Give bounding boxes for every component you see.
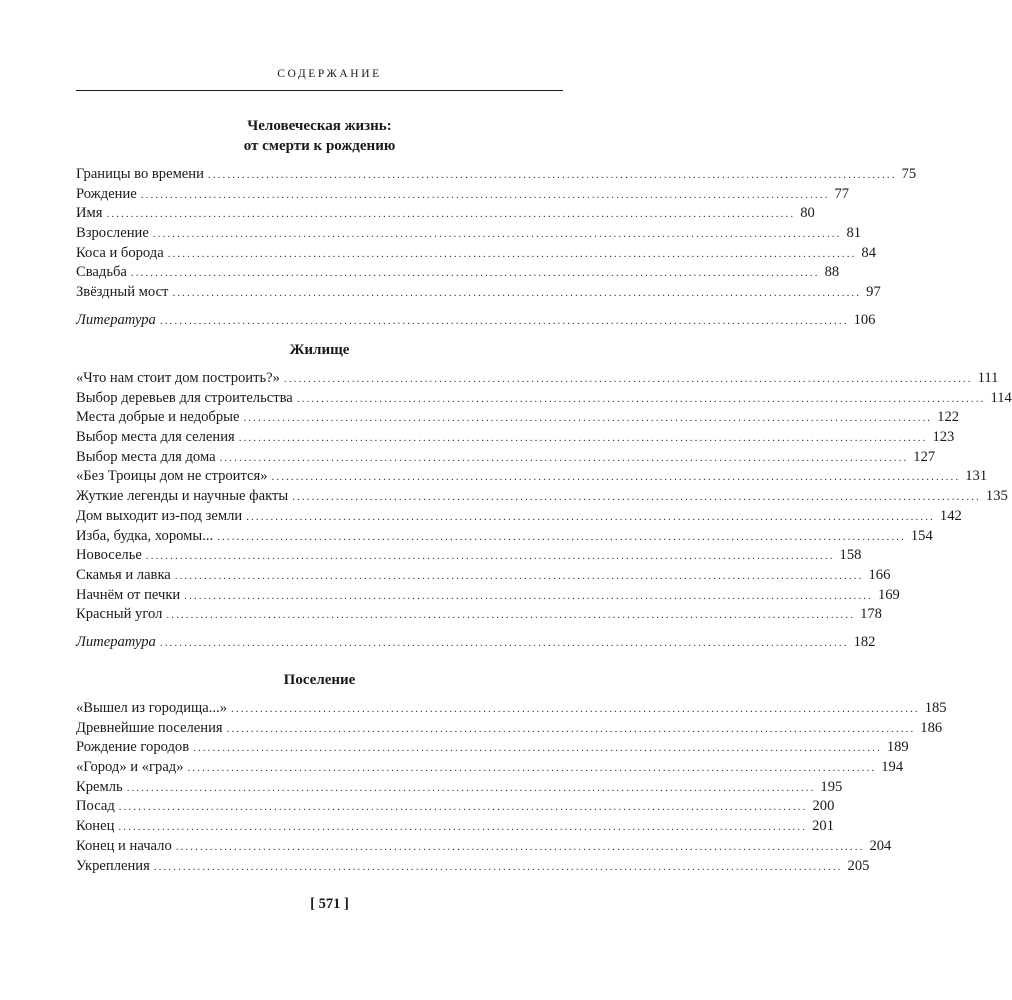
entry-title: Красный угол <box>76 606 163 623</box>
entry-title: Свадьба <box>76 264 127 281</box>
dot-leader: .............................................................................................................................................. <box>174 569 864 582</box>
entry-title: Литература <box>76 311 156 328</box>
toc-section-human-life <box>76 116 917 332</box>
dot-leader: .............................................................................................................................................. <box>184 589 873 602</box>
entry-title: «Вышел из городища...» <box>76 700 227 716</box>
entry-page: 158 <box>839 547 862 564</box>
dot-leader: .............................................................................................................................................. <box>167 247 857 260</box>
entry-page: 204 <box>869 837 892 854</box>
entry-title: Рождение <box>76 185 137 202</box>
running-head: СОДЕРЖАНИЕ <box>277 68 382 80</box>
toc-entry[interactable] <box>76 448 936 469</box>
entry-title: Дом выходит из-под земли <box>76 507 243 524</box>
toc-entry[interactable] <box>76 857 870 878</box>
entry-title: Выбор места для селения <box>76 429 235 446</box>
entry-title: Укрепления <box>76 857 150 874</box>
entry-title: Жуткие легенды и научные факты <box>76 488 289 505</box>
entry-page: 131 <box>965 468 988 485</box>
entry-page: 185 <box>924 700 947 716</box>
dot-leader: .............................................................................................................................................. <box>296 392 986 405</box>
dot-leader: .............................................................................................................................................. <box>193 742 882 755</box>
dot-leader: .............................................................................................................................................. <box>130 267 820 280</box>
toc-entry[interactable] <box>76 264 840 284</box>
toc-entry[interactable] <box>76 719 943 740</box>
entry-page: 75 <box>901 166 917 182</box>
toc-entry[interactable] <box>76 798 835 818</box>
entry-page: 84 <box>861 244 877 261</box>
toc-entry[interactable] <box>76 566 891 587</box>
dot-leader: .............................................................................................................................................. <box>238 432 928 445</box>
section-title <box>76 116 563 156</box>
entry-title: «Что нам стоит дом построить?» <box>76 370 280 386</box>
toc-entry[interactable] <box>76 507 962 528</box>
entry-page: 127 <box>913 448 936 465</box>
entry-page: 80 <box>800 205 815 222</box>
section-title <box>76 340 563 360</box>
entry-title: Коса и борода <box>76 244 164 261</box>
dot-leader: .............................................................................................................................................. <box>153 860 843 873</box>
entry-page: 135 <box>985 488 1008 505</box>
entry-page: 195 <box>820 778 843 795</box>
entry-title: Выбор места для дома <box>76 448 216 465</box>
entry-page: 182 <box>853 633 876 650</box>
dot-leader: .............................................................................................................................................. <box>106 208 796 221</box>
entry-page: 114 <box>990 389 1012 406</box>
section-title-line: Человеческая жизнь: <box>247 118 392 134</box>
section-title-line: от смерти к рождению <box>243 138 396 154</box>
entry-title: Выбор деревьев для строительства <box>76 389 293 406</box>
entry-page: 154 <box>910 527 933 544</box>
entry-page: 88 <box>824 264 840 281</box>
entry-page: 178 <box>860 606 882 623</box>
entry-page: 205 <box>847 857 870 874</box>
toc-entry[interactable] <box>76 185 850 206</box>
entry-page: 142 <box>939 507 962 524</box>
dot-leader: .............................................................................................................................................. <box>145 550 835 563</box>
toc-entry[interactable] <box>76 244 877 265</box>
dot-leader: .............................................................................................................................................. <box>152 228 842 241</box>
toc-entry[interactable] <box>76 586 900 607</box>
entry-title: Кремль <box>76 778 123 795</box>
entry-title: Новоселье <box>76 547 142 564</box>
toc-entry[interactable] <box>76 818 834 838</box>
toc-entry[interactable] <box>76 837 892 858</box>
entry-page: 194 <box>881 759 904 776</box>
dot-leader: .............................................................................................................................................. <box>118 821 808 834</box>
dot-leader: .............................................................................................................................................. <box>187 762 877 775</box>
section-title-line: Жилище <box>289 342 350 358</box>
entry-title: Посад <box>76 798 115 815</box>
toc-entry[interactable] <box>76 488 1008 508</box>
toc-entry[interactable] <box>76 225 862 245</box>
entry-page: 123 <box>932 429 955 446</box>
dot-leader: .............................................................................................................................................. <box>226 722 916 735</box>
dot-leader: .............................................................................................................................................. <box>246 510 935 523</box>
toc-entry[interactable] <box>76 370 999 390</box>
toc-entry[interactable] <box>76 739 909 759</box>
entry-page: 200 <box>812 798 835 815</box>
section-title-line: Поселение <box>283 672 356 688</box>
entry-title: Места добрые и недобрые <box>76 409 240 426</box>
dot-leader: .............................................................................................................................................. <box>166 609 856 622</box>
dot-leader: .............................................................................................................................................. <box>283 373 973 385</box>
toc-entry[interactable] <box>76 759 904 779</box>
toc-entry[interactable] <box>76 700 947 720</box>
entry-page: 189 <box>886 739 909 756</box>
entry-page: 122 <box>937 409 960 426</box>
entry-page: 111 <box>977 370 999 386</box>
dot-leader: .............................................................................................................................................. <box>159 636 849 649</box>
entry-title: Имя <box>76 205 103 222</box>
dot-leader: .............................................................................................................................................. <box>219 451 909 464</box>
entry-title: Начнём от печки <box>76 586 181 603</box>
dot-leader: .............................................................................................................................................. <box>271 471 961 484</box>
dot-leader: .............................................................................................................................................. <box>243 412 933 425</box>
page-number: [ 571 ] <box>310 896 349 912</box>
entry-title: Изба, будка, хоромы... <box>76 527 214 544</box>
entry-title: Конец и начало <box>76 837 172 854</box>
dot-leader: .............................................................................................................................................. <box>159 314 849 327</box>
entry-title: Рождение городов <box>76 739 190 756</box>
entry-title: Границы во времени <box>76 166 204 182</box>
toc-entry[interactable] <box>76 166 917 186</box>
entry-title: Взросление <box>76 225 149 242</box>
toc-entry[interactable] <box>76 527 933 548</box>
toc-entry[interactable] <box>76 409 960 429</box>
entry-page: 186 <box>920 719 943 736</box>
dot-leader: .............................................................................................................................................. <box>217 530 906 543</box>
toc-entry-literature[interactable] <box>76 633 876 654</box>
entry-page: 169 <box>877 586 900 603</box>
header-rule <box>76 90 563 91</box>
entry-title: «Город» и «град» <box>76 759 184 776</box>
entry-title: Конец <box>76 818 115 835</box>
dot-leader: .............................................................................................................................................. <box>118 801 808 814</box>
entry-page: 97 <box>866 284 881 301</box>
section-title <box>76 670 563 690</box>
dot-leader: .............................................................................................................................................. <box>175 840 865 853</box>
dot-leader: .............................................................................................................................................. <box>231 703 920 715</box>
entry-page: 81 <box>846 225 862 242</box>
toc-entry[interactable] <box>76 778 843 799</box>
toc-entry[interactable] <box>76 547 862 567</box>
toc-entry[interactable] <box>76 205 815 225</box>
dot-leader: .............................................................................................................................................. <box>292 491 981 504</box>
toc-section-settlement <box>76 670 947 877</box>
entry-title: Литература <box>76 633 156 650</box>
entry-title: «Без Троицы дом не строится» <box>76 468 268 485</box>
entry-title: Скамья и лавка <box>76 566 171 583</box>
entry-page: 77 <box>834 185 850 202</box>
dot-leader: .............................................................................................................................................. <box>172 287 862 300</box>
dot-leader: .............................................................................................................................................. <box>207 169 897 181</box>
entry-page: 106 <box>853 311 876 328</box>
dot-leader: .............................................................................................................................................. <box>126 781 816 794</box>
toc-entry[interactable] <box>76 429 955 449</box>
toc-entry[interactable] <box>76 284 881 304</box>
entry-page: 201 <box>812 818 834 835</box>
toc-entry-literature[interactable] <box>76 311 876 332</box>
toc-section-dwelling <box>76 340 1012 654</box>
dot-leader: .............................................................................................................................................. <box>140 188 830 201</box>
toc-entry[interactable] <box>76 606 882 626</box>
entry-title: Древнейшие поселения <box>76 719 223 736</box>
toc-entry[interactable] <box>76 468 988 488</box>
entry-page: 166 <box>868 566 891 583</box>
toc-entry[interactable] <box>76 389 1012 410</box>
entry-title: Звёздный мост <box>76 284 169 301</box>
